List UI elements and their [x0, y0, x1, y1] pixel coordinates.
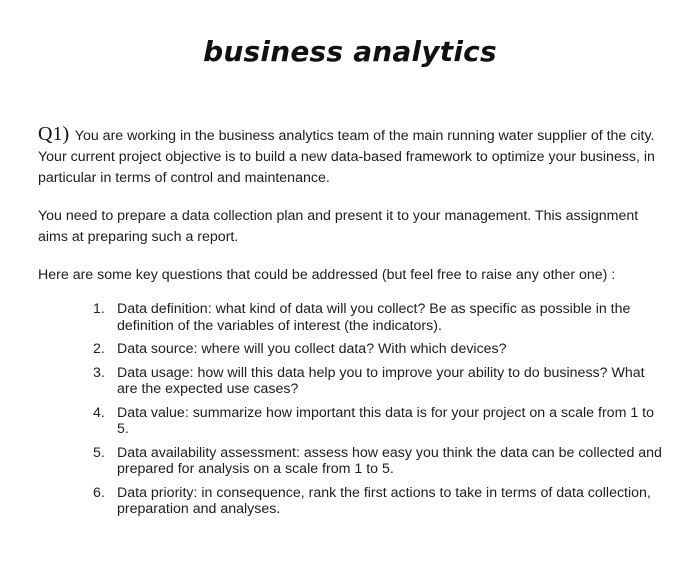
list-item-text: Data value: summarize how important this data is for your project on a scale from 1 to 5. — [117, 404, 654, 437]
list-item-number: 5. — [93, 444, 105, 461]
page-title: business analytics — [203, 35, 497, 68]
list-item-number: 1. — [93, 301, 105, 317]
list-item — [93, 445, 668, 478]
list-item-number: 4. — [93, 404, 105, 421]
question-paragraph — [38, 124, 668, 189]
list-item-number: 6. — [93, 484, 105, 501]
key-questions-list — [38, 301, 668, 518]
list-item — [93, 365, 668, 398]
list-item — [93, 301, 668, 334]
list-item-text: Data definition: what kind of data will you collect? Be as specific as possible in the definition of the variables of interest (the indicators). — [117, 301, 631, 334]
list-item-text: Data priority: in consequence, rank the first actions to take in terms of data collection, preparation and analyses. — [117, 484, 651, 517]
assignment-paragraph: You need to prepare a data collection plan and present it to your management. This assignment aims at preparing such a report. — [38, 208, 639, 245]
list-item-text: Data usage: how will this data help you to improve your ability to do business? What are the expected use cases? — [117, 364, 645, 397]
question-label: Q1) — [38, 123, 70, 145]
question-intro: You are working in the business analytics team of the main running water supplier of the city. Your current project objective is to build a new data-based framework to optimize your business, in particular in terms of control and maintenance. — [38, 128, 655, 186]
list-item-number: 2. — [93, 341, 105, 357]
list-item — [93, 405, 668, 438]
list-item — [93, 341, 668, 358]
list-item — [93, 485, 668, 518]
list-item-number: 3. — [93, 364, 105, 381]
document-body — [38, 124, 668, 525]
key-questions-paragraph: Here are some key questions that could be addressed (but feel free to raise any other one) : — [38, 267, 616, 283]
list-item-text: Data availability assessment: assess how easy you think the data can be collected and prepared for analysis on a scale from 1 to 5. — [117, 444, 662, 477]
list-item-text: Data source: where will you collect data? With which devices? — [117, 341, 507, 357]
